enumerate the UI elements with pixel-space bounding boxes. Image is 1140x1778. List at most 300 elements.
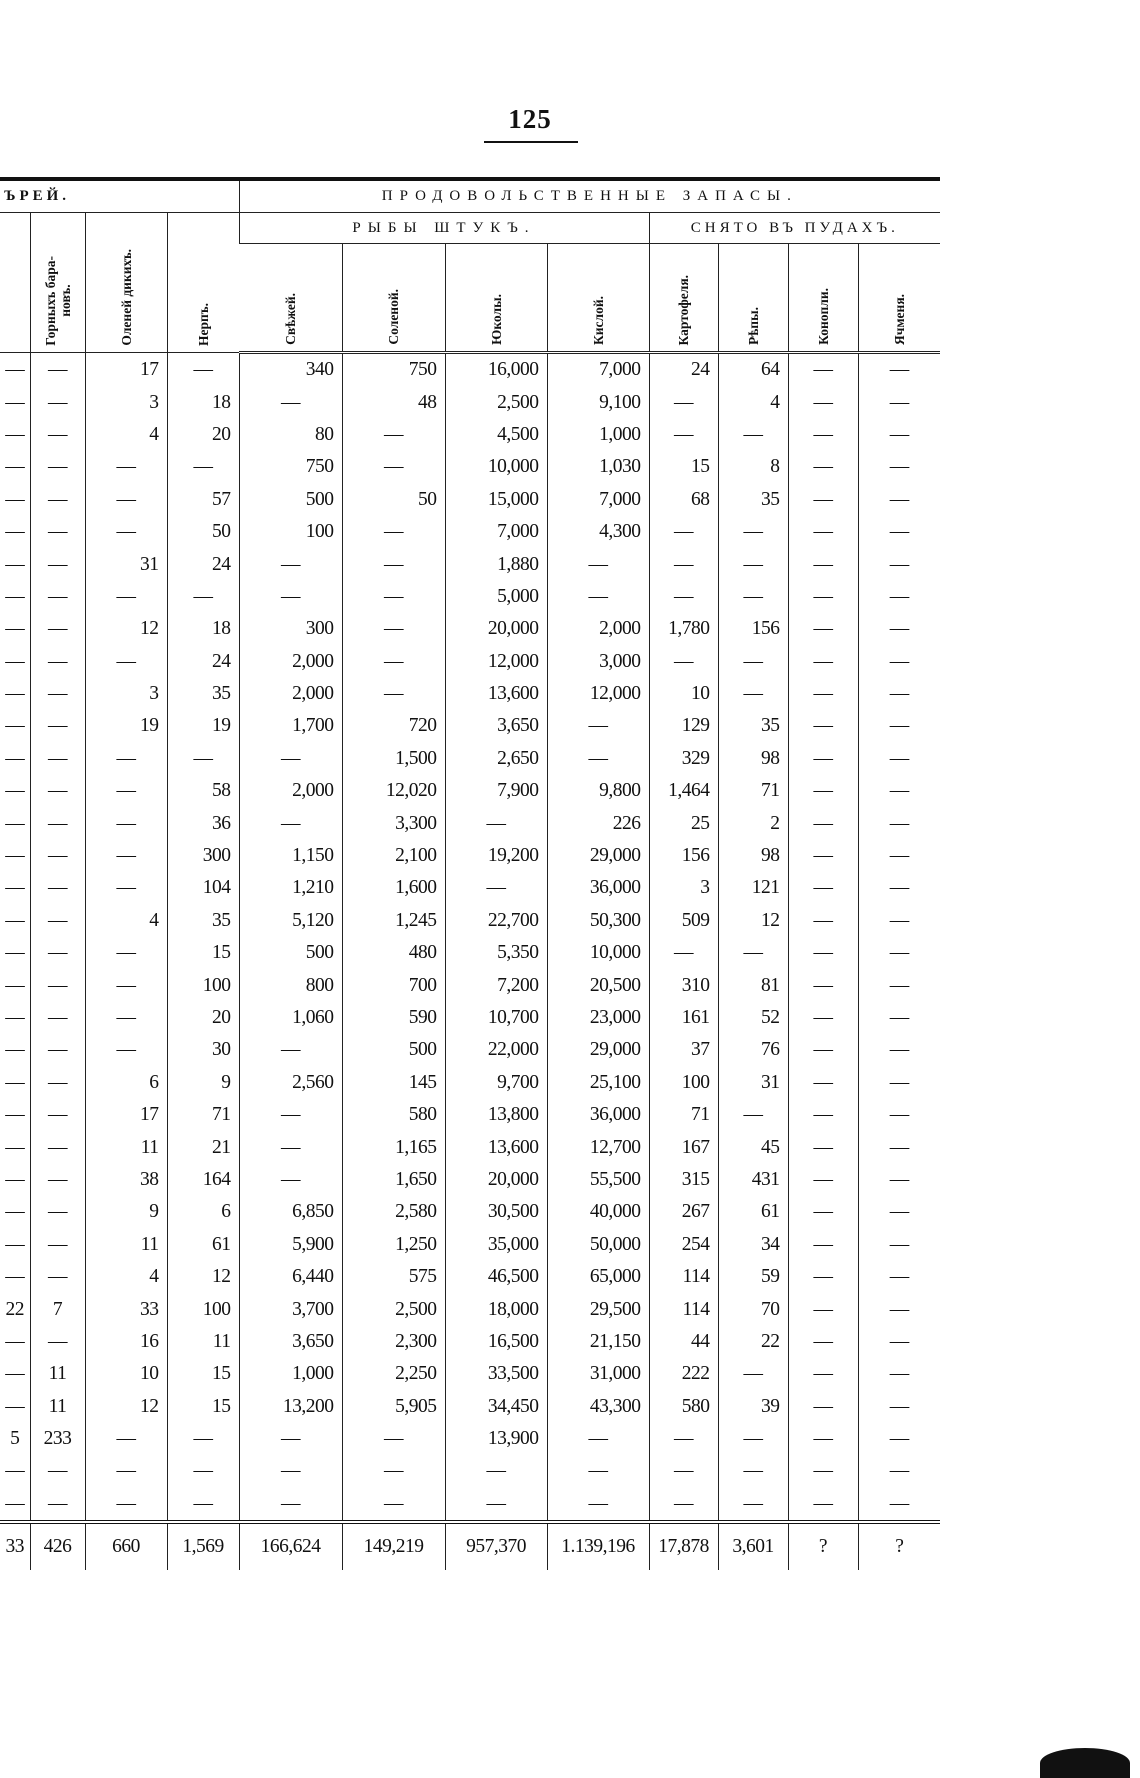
table-cell: — — [167, 743, 239, 775]
table-cell: — — [788, 1067, 858, 1099]
table-cell: — — [30, 613, 85, 645]
table-cell: — — [5, 1395, 25, 1417]
table-cell: — — [85, 1488, 167, 1522]
col-header-turnip — [718, 244, 788, 353]
table-cell: — — [858, 1423, 940, 1455]
table-cell: 129 — [649, 710, 718, 742]
table-cell: 3,650 — [239, 1326, 342, 1358]
table-cell: — — [788, 419, 858, 451]
table-row — [0, 1391, 940, 1423]
table-cell: 12,000 — [445, 646, 547, 678]
table-cell: 55,500 — [547, 1164, 649, 1196]
table-cell: 23,000 — [547, 1002, 649, 1034]
col-header-sour — [547, 244, 649, 353]
table-cell: — — [30, 386, 85, 418]
table-row — [0, 775, 940, 807]
table-cell: — — [858, 581, 940, 613]
table-row — [0, 1067, 940, 1099]
table-cell: 64 — [718, 353, 788, 387]
table-cell: 13,600 — [445, 678, 547, 710]
table-cell: — — [30, 451, 85, 483]
table-cell: — — [5, 942, 25, 964]
table-cell: — — [30, 840, 85, 872]
col-header-hemp — [788, 244, 858, 353]
table-cell: 50 — [342, 484, 445, 516]
table-cell: 12 — [85, 1391, 167, 1423]
table-cell: 1,000 — [239, 1358, 342, 1390]
table-cell: — — [858, 1326, 940, 1358]
table-cell: — — [788, 807, 858, 839]
table-cell: 2,300 — [342, 1326, 445, 1358]
table-cell: 50,300 — [547, 905, 649, 937]
table-cell: — — [5, 553, 25, 575]
total-cell: ? — [788, 1522, 858, 1570]
table-cell: — — [239, 548, 342, 580]
table-cell: 2,000 — [239, 775, 342, 807]
table-cell: 1,700 — [239, 710, 342, 742]
table-cell: 43,300 — [547, 1391, 649, 1423]
table-cell: 33,500 — [445, 1358, 547, 1390]
table-cell: 11 — [30, 1358, 85, 1390]
table-cell: 52 — [718, 1002, 788, 1034]
table-cell: 5,000 — [445, 581, 547, 613]
table-cell: 13,900 — [445, 1423, 547, 1455]
table-cell: 145 — [342, 1067, 445, 1099]
table-cell: 30 — [167, 1034, 239, 1066]
table-cell: 18 — [167, 386, 239, 418]
table-row — [0, 1293, 940, 1325]
table-row — [0, 419, 940, 451]
table-cell: — — [649, 1455, 718, 1487]
table-cell: — — [5, 358, 25, 380]
table-cell: 6 — [167, 1196, 239, 1228]
table-cell: — — [547, 743, 649, 775]
table-cell: — — [167, 353, 239, 387]
table-cell: — — [5, 1266, 25, 1288]
table-cell: 254 — [649, 1229, 718, 1261]
table-cell: 3 — [85, 386, 167, 418]
table-row — [0, 905, 940, 937]
table-cell: — — [858, 1293, 940, 1325]
table-cell: 48 — [342, 386, 445, 418]
table-cell: 3,700 — [239, 1293, 342, 1325]
table-cell: 38 — [85, 1164, 167, 1196]
table-cell: 36,000 — [547, 872, 649, 904]
table-cell: 29,500 — [547, 1293, 649, 1325]
table-cell: 800 — [239, 969, 342, 1001]
table-cell: — — [858, 386, 940, 418]
table-row — [0, 969, 940, 1001]
table-cell: — — [788, 1002, 858, 1034]
table-cell: 575 — [342, 1261, 445, 1293]
table-cell: 10,000 — [445, 451, 547, 483]
table-cell: — — [858, 840, 940, 872]
table-cell: — — [239, 807, 342, 839]
col-header-yukola — [445, 244, 547, 353]
table-cell: — — [858, 1455, 940, 1487]
table-cell: 750 — [342, 353, 445, 387]
table-cell: 9,800 — [547, 775, 649, 807]
table-cell: — — [85, 807, 167, 839]
table-row — [0, 451, 940, 483]
table-cell: 13,600 — [445, 1131, 547, 1163]
table-cell: 5,900 — [239, 1229, 342, 1261]
table-cell: — — [445, 1488, 547, 1522]
table-cell: — — [858, 678, 940, 710]
table-cell: — — [718, 516, 788, 548]
table-cell: 34,450 — [445, 1391, 547, 1423]
table-cell: 750 — [239, 451, 342, 483]
table-cell: — — [718, 1358, 788, 1390]
table-cell: — — [239, 1131, 342, 1163]
table-cell: 2,650 — [445, 743, 547, 775]
table-cell: 44 — [649, 1326, 718, 1358]
totals-row — [0, 1522, 940, 1570]
table-cell: — — [342, 419, 445, 451]
col-label-fresh: Свѣжей. — [282, 293, 298, 345]
table-cell: 7,000 — [547, 353, 649, 387]
table-cell: 500 — [239, 937, 342, 969]
table-cell: 20,000 — [445, 613, 547, 645]
table-cell: 6 — [85, 1067, 167, 1099]
table-cell: — — [5, 1492, 25, 1514]
table-cell: 34 — [718, 1229, 788, 1261]
table-cell: — — [30, 1455, 85, 1487]
table-cell: 21 — [167, 1131, 239, 1163]
table-cell: 31,000 — [547, 1358, 649, 1390]
col-header-barley — [858, 244, 940, 353]
table-row — [0, 1002, 940, 1034]
table-cell: 57 — [167, 484, 239, 516]
table-cell: 3 — [649, 872, 718, 904]
table-row — [0, 386, 940, 418]
table-cell: — — [85, 451, 167, 483]
table-cell: 6,440 — [239, 1261, 342, 1293]
table-cell: 61 — [718, 1196, 788, 1228]
table-cell: — — [30, 710, 85, 742]
table-cell: 7 — [30, 1293, 85, 1325]
table-cell: 81 — [718, 969, 788, 1001]
table-cell: 25 — [649, 807, 718, 839]
table-cell: — — [858, 484, 940, 516]
table-cell: — — [5, 521, 25, 543]
table-cell: 4,500 — [445, 419, 547, 451]
table-row — [0, 1326, 940, 1358]
table-cell: — — [858, 1034, 940, 1066]
table-cell: — — [858, 548, 940, 580]
table-cell: — — [85, 743, 167, 775]
table-cell: — — [649, 516, 718, 548]
table-cell: 17 — [85, 353, 167, 387]
table-cell: — — [85, 872, 167, 904]
table-cell: — — [5, 488, 25, 510]
table-cell: — — [445, 872, 547, 904]
table-row — [0, 1261, 940, 1293]
table-cell: — — [30, 646, 85, 678]
table-cell: — — [30, 937, 85, 969]
table-cell: 11 — [30, 1391, 85, 1423]
table-cell: — — [5, 1168, 25, 1190]
table-cell: — — [167, 581, 239, 613]
table-cell: — — [30, 1196, 85, 1228]
table-cell: — — [858, 1002, 940, 1034]
table-cell: — — [858, 1358, 940, 1390]
table-cell: — — [239, 1164, 342, 1196]
total-cell: 1,569 — [167, 1522, 239, 1570]
table-cell: 500 — [239, 484, 342, 516]
table-cell: — — [5, 683, 25, 705]
table-cell: 7,000 — [445, 516, 547, 548]
table-cell: — — [788, 1229, 858, 1261]
table-cell: 1,060 — [239, 1002, 342, 1034]
table-cell: 8 — [718, 451, 788, 483]
table-cell: — — [30, 872, 85, 904]
col-label-wild-deer: Оленей дикихъ. — [118, 249, 134, 346]
table-cell: — — [649, 1423, 718, 1455]
table-cell: 3 — [85, 678, 167, 710]
table-cell: — — [342, 1488, 445, 1522]
table-cell: — — [30, 1326, 85, 1358]
table-cell: — — [30, 1034, 85, 1066]
col-header-0 — [0, 213, 30, 353]
table-cell: — — [858, 1488, 940, 1522]
table-cell: 65,000 — [547, 1261, 649, 1293]
table-cell: 31 — [718, 1067, 788, 1099]
table-row — [0, 872, 940, 904]
table-cell: — — [788, 905, 858, 937]
table-cell: 30,500 — [445, 1196, 547, 1228]
table-cell: 58 — [167, 775, 239, 807]
table-cell: — — [788, 1196, 858, 1228]
total-cell: 1.139,196 — [547, 1522, 649, 1570]
table-cell: — — [858, 1164, 940, 1196]
table-cell: — — [858, 743, 940, 775]
table-cell: 33 — [85, 1293, 167, 1325]
table-cell: 24 — [167, 548, 239, 580]
table-row — [0, 1131, 940, 1163]
table-cell: — — [342, 548, 445, 580]
table-cell: — — [649, 548, 718, 580]
table-cell: 50 — [167, 516, 239, 548]
table-cell: — — [85, 840, 167, 872]
table-cell: 1,210 — [239, 872, 342, 904]
table-cell: 720 — [342, 710, 445, 742]
table-cell: 1,464 — [649, 775, 718, 807]
table-cell: — — [858, 1067, 940, 1099]
table-cell: 61 — [167, 1229, 239, 1261]
table-cell: — — [858, 1196, 940, 1228]
table-cell: 4 — [85, 419, 167, 451]
table-cell: — — [858, 969, 940, 1001]
table-cell: — — [30, 1229, 85, 1261]
total-cell: 166,624 — [239, 1522, 342, 1570]
table-cell: 1,250 — [342, 1229, 445, 1261]
total-cell: 3,601 — [718, 1522, 788, 1570]
statistics-table — [0, 177, 940, 1570]
table-cell: 70 — [718, 1293, 788, 1325]
table-cell: 20,000 — [445, 1164, 547, 1196]
table-row — [0, 1488, 940, 1522]
table-cell: — — [30, 548, 85, 580]
table-cell: 7,900 — [445, 775, 547, 807]
table-cell: — — [5, 812, 25, 834]
table-cell: 17 — [85, 1099, 167, 1131]
table-cell: — — [788, 678, 858, 710]
table-cell: 100 — [239, 516, 342, 548]
table-cell: 98 — [718, 743, 788, 775]
table-cell: — — [239, 581, 342, 613]
col-label-sour: Кислой. — [590, 295, 606, 345]
table-cell: 509 — [649, 905, 718, 937]
table-cell: 35 — [167, 678, 239, 710]
table-cell: 6,850 — [239, 1196, 342, 1228]
table-cell: — — [788, 516, 858, 548]
fish-group-header: РЫБЫ ШТУКЪ. — [239, 213, 649, 244]
table-cell: — — [85, 1034, 167, 1066]
table-cell: 5,120 — [239, 905, 342, 937]
table-cell: 10 — [649, 678, 718, 710]
table-cell: — — [342, 581, 445, 613]
table-cell: — — [858, 937, 940, 969]
table-cell: — — [858, 905, 940, 937]
table-row — [0, 516, 940, 548]
col-label-salted: Соленой. — [386, 289, 401, 345]
table-cell: 2,000 — [547, 613, 649, 645]
table-cell: 2,500 — [445, 386, 547, 418]
table-cell: 1,600 — [342, 872, 445, 904]
table-cell: — — [30, 743, 85, 775]
total-cell: ? — [858, 1522, 940, 1570]
table-cell: — — [649, 581, 718, 613]
table-cell: — — [788, 937, 858, 969]
table-cell: — — [30, 1099, 85, 1131]
table-cell: — — [788, 775, 858, 807]
table-cell: 36,000 — [547, 1099, 649, 1131]
table-row — [0, 743, 940, 775]
table-cell: — — [649, 937, 718, 969]
table-cell: — — [5, 1363, 25, 1385]
table-cell: 10,000 — [547, 937, 649, 969]
col-header-seal — [167, 213, 239, 353]
table-cell: — — [167, 451, 239, 483]
table-cell: 80 — [239, 419, 342, 451]
table-cell: 2,560 — [239, 1067, 342, 1099]
table-cell: 315 — [649, 1164, 718, 1196]
table-cell: 15,000 — [445, 484, 547, 516]
table-cell: — — [788, 710, 858, 742]
table-cell: — — [5, 423, 25, 445]
table-row — [0, 581, 940, 613]
table-cell: 24 — [649, 353, 718, 387]
table-cell: 700 — [342, 969, 445, 1001]
table-cell: — — [30, 1164, 85, 1196]
table-cell: 156 — [718, 613, 788, 645]
table-cell: 46,500 — [445, 1261, 547, 1293]
table-row — [0, 678, 940, 710]
table-cell: — — [30, 484, 85, 516]
table-cell: — — [5, 650, 25, 672]
table-cell: — — [239, 1423, 342, 1455]
table-cell: 580 — [649, 1391, 718, 1423]
table-cell: — — [858, 710, 940, 742]
table-cell: — — [342, 451, 445, 483]
table-row — [0, 484, 940, 516]
table-cell: 71 — [649, 1099, 718, 1131]
table-cell: — — [342, 1455, 445, 1487]
table-cell: — — [788, 1423, 858, 1455]
table-cell: — — [445, 807, 547, 839]
table-cell: 5,905 — [342, 1391, 445, 1423]
table-cell: — — [85, 1423, 167, 1455]
table-cell: — — [788, 969, 858, 1001]
col-label-potato: Картофеля. — [676, 274, 691, 345]
table-cell: 19 — [85, 710, 167, 742]
col-label-yukola: Юколы. — [488, 294, 504, 345]
table-cell: — — [239, 1099, 342, 1131]
table-cell: — — [788, 1326, 858, 1358]
table-cell: 1,165 — [342, 1131, 445, 1163]
table-cell: 5 — [10, 1428, 20, 1450]
table-cell: — — [788, 484, 858, 516]
col-header-mountain-sheep — [30, 213, 85, 353]
table-cell: 22,000 — [445, 1034, 547, 1066]
total-cell: 33 — [0, 1522, 30, 1570]
table-cell: 500 — [342, 1034, 445, 1066]
table-cell: 11 — [85, 1229, 167, 1261]
table-cell: — — [788, 1391, 858, 1423]
table-cell: — — [858, 451, 940, 483]
table-cell: — — [858, 516, 940, 548]
table-cell: — — [30, 969, 85, 1001]
col-label-barley: Ячменя. — [891, 293, 907, 345]
table-cell: 340 — [239, 353, 342, 387]
table-cell: — — [547, 1488, 649, 1522]
table-cell: — — [788, 1034, 858, 1066]
table-cell: — — [5, 618, 25, 640]
table-cell: 1,880 — [445, 548, 547, 580]
table-cell: — — [30, 775, 85, 807]
col-header-wild-deer — [85, 213, 167, 353]
col-header-fresh — [239, 244, 342, 353]
table-cell: — — [342, 678, 445, 710]
table-cell: 50,000 — [547, 1229, 649, 1261]
table-row — [0, 1358, 940, 1390]
table-cell: 7,000 — [547, 484, 649, 516]
table-cell: — — [788, 451, 858, 483]
ink-blot — [1040, 1748, 1130, 1778]
table-cell: 7,200 — [445, 969, 547, 1001]
table-cell: — — [167, 1488, 239, 1522]
table-cell: 22,700 — [445, 905, 547, 937]
table-cell: 59 — [718, 1261, 788, 1293]
table-cell: 156 — [649, 840, 718, 872]
table-cell: 12 — [85, 613, 167, 645]
col-label-seal: Нерпъ. — [195, 302, 211, 346]
table-cell: — — [718, 937, 788, 969]
total-cell: 660 — [85, 1522, 167, 1570]
left-group-header: ЪРЕЙ. — [0, 179, 239, 213]
table-row — [0, 353, 940, 387]
table-cell: — — [858, 1391, 940, 1423]
table-cell: — — [858, 1229, 940, 1261]
table-cell: — — [5, 715, 25, 737]
table-cell: 226 — [547, 807, 649, 839]
table-cell: 3,650 — [445, 710, 547, 742]
table-cell: 580 — [342, 1099, 445, 1131]
table-cell: 164 — [167, 1164, 239, 1196]
table-cell: — — [718, 548, 788, 580]
table-cell: 222 — [649, 1358, 718, 1390]
